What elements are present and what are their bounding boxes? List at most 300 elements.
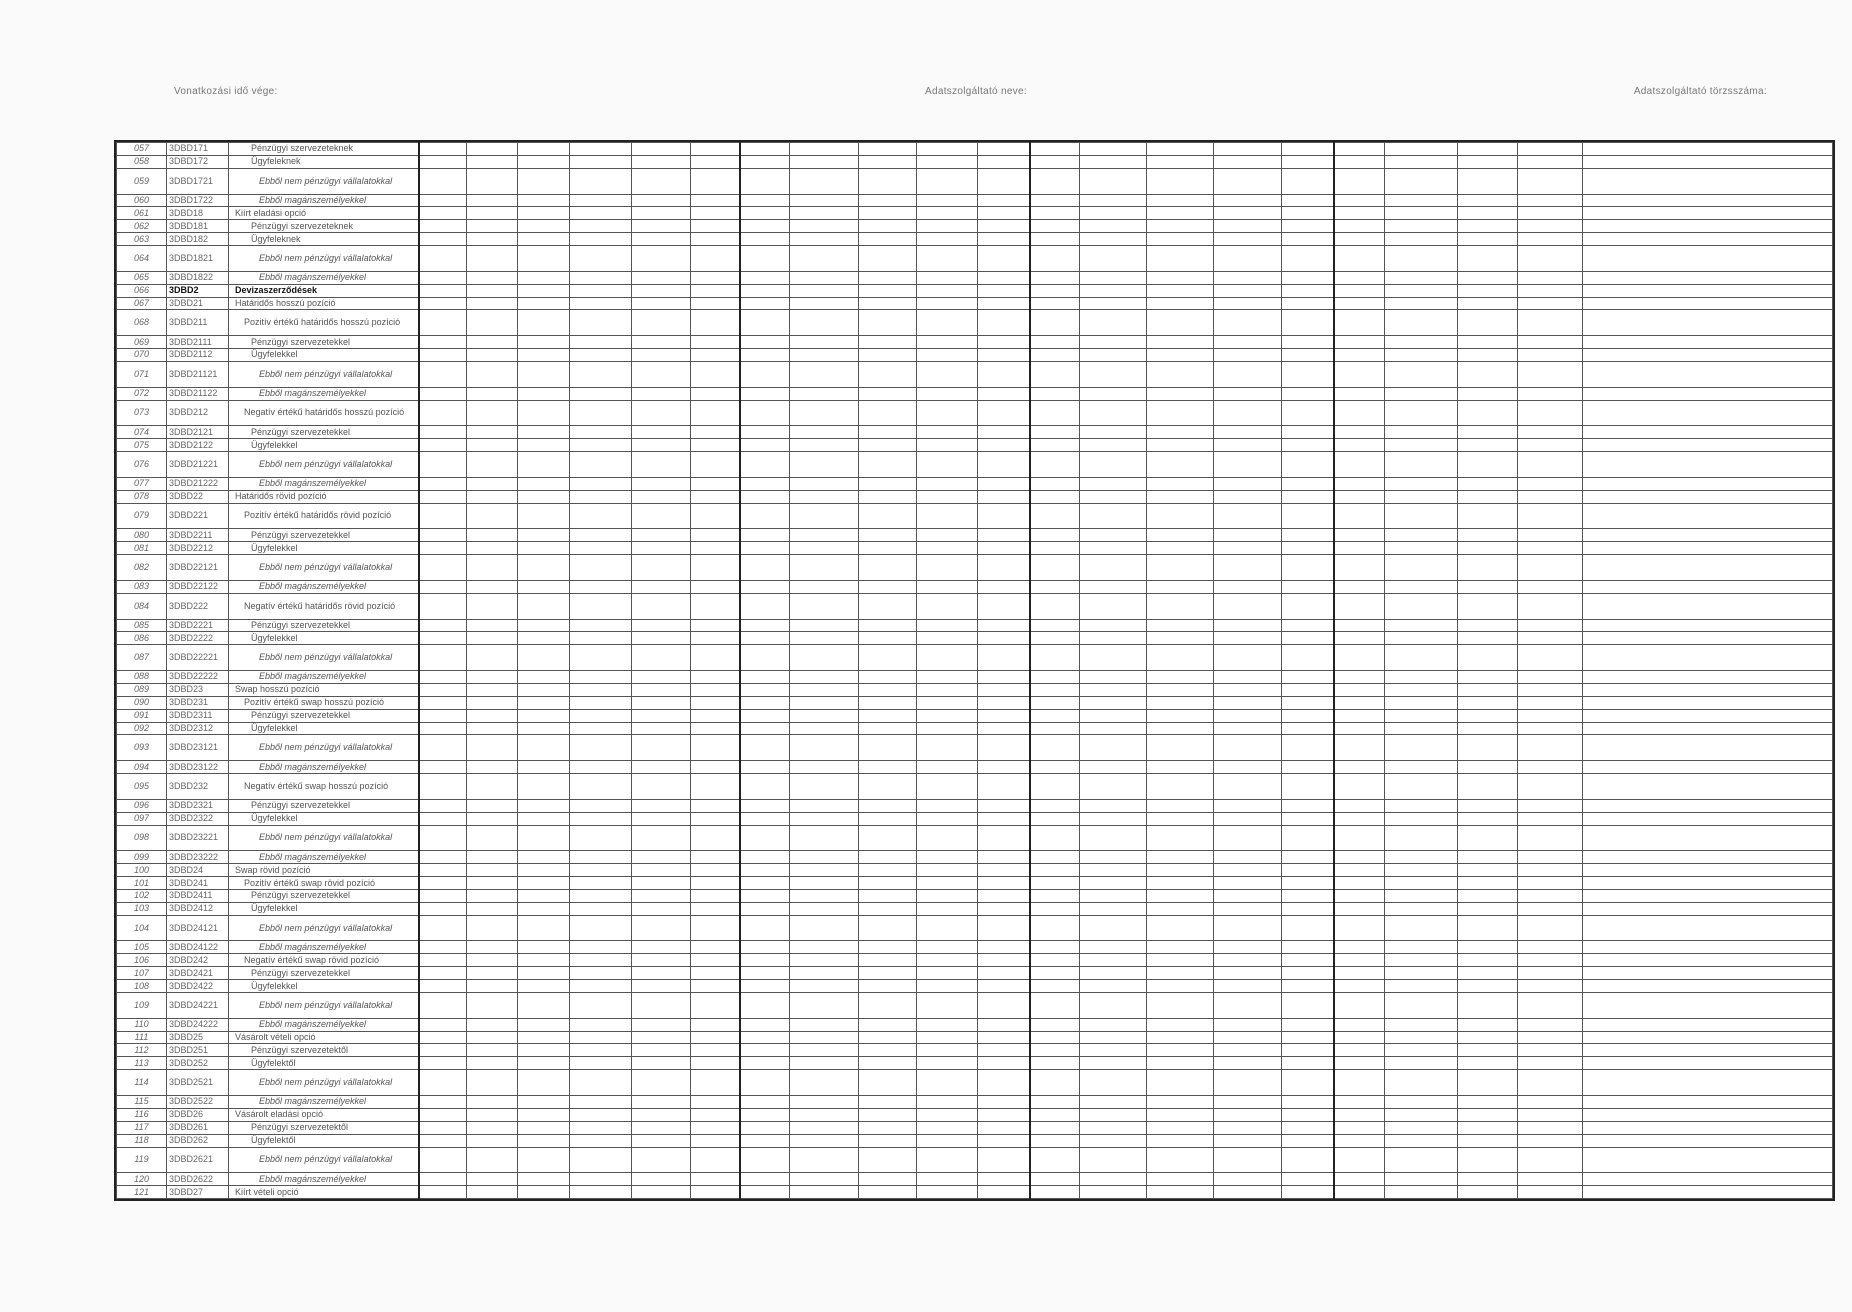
value-cell[interactable]	[1080, 529, 1147, 542]
value-cell[interactable]	[1214, 1147, 1282, 1173]
value-cell[interactable]	[570, 1134, 632, 1147]
value-cell[interactable]	[1147, 902, 1214, 915]
value-cell[interactable]	[419, 1121, 467, 1134]
value-cell[interactable]	[691, 1096, 740, 1109]
value-cell[interactable]	[1282, 889, 1334, 902]
value-cell[interactable]	[419, 271, 467, 284]
value-cell[interactable]	[570, 1096, 632, 1109]
value-cell[interactable]	[917, 143, 978, 156]
value-cell[interactable]	[1147, 735, 1214, 761]
value-cell[interactable]	[1458, 683, 1518, 696]
value-cell[interactable]	[978, 774, 1030, 800]
value-cell[interactable]	[518, 207, 570, 220]
value-cell[interactable]	[1583, 542, 1833, 555]
value-cell[interactable]	[1518, 864, 1583, 877]
value-cell[interactable]	[790, 619, 859, 632]
value-cell[interactable]	[632, 722, 691, 735]
value-cell[interactable]	[859, 1044, 917, 1057]
value-cell[interactable]	[790, 954, 859, 967]
value-cell[interactable]	[1282, 980, 1334, 993]
value-cell[interactable]	[859, 671, 917, 684]
value-cell[interactable]	[740, 671, 790, 684]
value-cell[interactable]	[1030, 400, 1080, 426]
value-cell[interactable]	[1518, 593, 1583, 619]
value-cell[interactable]	[1518, 671, 1583, 684]
value-cell[interactable]	[740, 490, 790, 503]
value-cell[interactable]	[467, 774, 518, 800]
value-cell[interactable]	[632, 1134, 691, 1147]
value-cell[interactable]	[1282, 1108, 1334, 1121]
value-cell[interactable]	[790, 246, 859, 272]
value-cell[interactable]	[632, 1031, 691, 1044]
value-cell[interactable]	[1030, 1018, 1080, 1031]
value-cell[interactable]	[518, 310, 570, 336]
value-cell[interactable]	[1518, 683, 1583, 696]
value-cell[interactable]	[570, 1186, 632, 1199]
value-cell[interactable]	[1458, 143, 1518, 156]
value-cell[interactable]	[570, 1044, 632, 1057]
value-cell[interactable]	[570, 361, 632, 387]
value-cell[interactable]	[859, 967, 917, 980]
value-cell[interactable]	[1282, 1173, 1334, 1186]
value-cell[interactable]	[1458, 233, 1518, 246]
value-cell[interactable]	[518, 889, 570, 902]
value-cell[interactable]	[790, 477, 859, 490]
value-cell[interactable]	[740, 619, 790, 632]
value-cell[interactable]	[419, 954, 467, 967]
value-cell[interactable]	[1080, 992, 1147, 1018]
value-cell[interactable]	[632, 902, 691, 915]
value-cell[interactable]	[1030, 207, 1080, 220]
value-cell[interactable]	[1385, 284, 1458, 297]
value-cell[interactable]	[1147, 297, 1214, 310]
value-cell[interactable]	[419, 645, 467, 671]
value-cell[interactable]	[1147, 194, 1214, 207]
value-cell[interactable]	[570, 954, 632, 967]
value-cell[interactable]	[790, 143, 859, 156]
value-cell[interactable]	[917, 645, 978, 671]
value-cell[interactable]	[1334, 246, 1385, 272]
value-cell[interactable]	[1080, 851, 1147, 864]
value-cell[interactable]	[917, 1173, 978, 1186]
value-cell[interactable]	[859, 529, 917, 542]
value-cell[interactable]	[691, 387, 740, 400]
value-cell[interactable]	[978, 1134, 1030, 1147]
value-cell[interactable]	[1458, 336, 1518, 349]
value-cell[interactable]	[1583, 812, 1833, 825]
value-cell[interactable]	[917, 542, 978, 555]
value-cell[interactable]	[1030, 387, 1080, 400]
value-cell[interactable]	[740, 529, 790, 542]
value-cell[interactable]	[1214, 1096, 1282, 1109]
value-cell[interactable]	[1214, 439, 1282, 452]
value-cell[interactable]	[1458, 902, 1518, 915]
value-cell[interactable]	[518, 387, 570, 400]
value-cell[interactable]	[632, 774, 691, 800]
value-cell[interactable]	[859, 825, 917, 851]
value-cell[interactable]	[632, 645, 691, 671]
value-cell[interactable]	[1030, 1186, 1080, 1199]
value-cell[interactable]	[518, 1070, 570, 1096]
value-cell[interactable]	[1080, 696, 1147, 709]
value-cell[interactable]	[1282, 143, 1334, 156]
value-cell[interactable]	[978, 980, 1030, 993]
value-cell[interactable]	[1334, 645, 1385, 671]
value-cell[interactable]	[740, 1018, 790, 1031]
value-cell[interactable]	[691, 452, 740, 478]
value-cell[interactable]	[790, 967, 859, 980]
value-cell[interactable]	[518, 709, 570, 722]
value-cell[interactable]	[740, 915, 790, 941]
value-cell[interactable]	[518, 1018, 570, 1031]
value-cell[interactable]	[1147, 696, 1214, 709]
value-cell[interactable]	[1518, 361, 1583, 387]
value-cell[interactable]	[1385, 477, 1458, 490]
value-cell[interactable]	[1282, 709, 1334, 722]
value-cell[interactable]	[1214, 1121, 1282, 1134]
value-cell[interactable]	[1583, 722, 1833, 735]
value-cell[interactable]	[859, 889, 917, 902]
value-cell[interactable]	[1334, 439, 1385, 452]
value-cell[interactable]	[570, 542, 632, 555]
value-cell[interactable]	[1458, 1134, 1518, 1147]
value-cell[interactable]	[1214, 941, 1282, 954]
value-cell[interactable]	[570, 799, 632, 812]
value-cell[interactable]	[632, 1186, 691, 1199]
value-cell[interactable]	[790, 387, 859, 400]
value-cell[interactable]	[1030, 954, 1080, 967]
value-cell[interactable]	[978, 722, 1030, 735]
value-cell[interactable]	[1583, 683, 1833, 696]
value-cell[interactable]	[691, 194, 740, 207]
value-cell[interactable]	[570, 980, 632, 993]
value-cell[interactable]	[790, 902, 859, 915]
value-cell[interactable]	[691, 1044, 740, 1057]
value-cell[interactable]	[1147, 143, 1214, 156]
value-cell[interactable]	[632, 1173, 691, 1186]
value-cell[interactable]	[691, 1031, 740, 1044]
value-cell[interactable]	[1030, 619, 1080, 632]
value-cell[interactable]	[518, 1147, 570, 1173]
value-cell[interactable]	[1334, 1108, 1385, 1121]
value-cell[interactable]	[467, 619, 518, 632]
value-cell[interactable]	[740, 400, 790, 426]
value-cell[interactable]	[419, 877, 467, 890]
value-cell[interactable]	[467, 1186, 518, 1199]
value-cell[interactable]	[518, 696, 570, 709]
value-cell[interactable]	[691, 696, 740, 709]
value-cell[interactable]	[1282, 1070, 1334, 1096]
value-cell[interactable]	[1518, 349, 1583, 362]
value-cell[interactable]	[1030, 1096, 1080, 1109]
value-cell[interactable]	[1518, 555, 1583, 581]
value-cell[interactable]	[419, 632, 467, 645]
value-cell[interactable]	[1458, 941, 1518, 954]
value-cell[interactable]	[518, 864, 570, 877]
value-cell[interactable]	[1282, 1096, 1334, 1109]
value-cell[interactable]	[1458, 619, 1518, 632]
value-cell[interactable]	[1385, 851, 1458, 864]
value-cell[interactable]	[570, 168, 632, 194]
value-cell[interactable]	[978, 246, 1030, 272]
value-cell[interactable]	[1030, 297, 1080, 310]
value-cell[interactable]	[1458, 400, 1518, 426]
value-cell[interactable]	[917, 825, 978, 851]
value-cell[interactable]	[518, 220, 570, 233]
value-cell[interactable]	[1282, 207, 1334, 220]
value-cell[interactable]	[1282, 683, 1334, 696]
value-cell[interactable]	[859, 915, 917, 941]
value-cell[interactable]	[859, 361, 917, 387]
value-cell[interactable]	[1030, 168, 1080, 194]
value-cell[interactable]	[1458, 851, 1518, 864]
value-cell[interactable]	[740, 1134, 790, 1147]
value-cell[interactable]	[790, 336, 859, 349]
value-cell[interactable]	[917, 992, 978, 1018]
value-cell[interactable]	[518, 555, 570, 581]
value-cell[interactable]	[1458, 1044, 1518, 1057]
value-cell[interactable]	[1080, 761, 1147, 774]
value-cell[interactable]	[1518, 967, 1583, 980]
value-cell[interactable]	[740, 735, 790, 761]
value-cell[interactable]	[1080, 490, 1147, 503]
value-cell[interactable]	[978, 1018, 1030, 1031]
value-cell[interactable]	[691, 1173, 740, 1186]
value-cell[interactable]	[691, 1057, 740, 1070]
value-cell[interactable]	[632, 271, 691, 284]
value-cell[interactable]	[1147, 1186, 1214, 1199]
value-cell[interactable]	[467, 349, 518, 362]
value-cell[interactable]	[518, 297, 570, 310]
value-cell[interactable]	[632, 194, 691, 207]
value-cell[interactable]	[978, 271, 1030, 284]
value-cell[interactable]	[790, 542, 859, 555]
value-cell[interactable]	[1030, 671, 1080, 684]
value-cell[interactable]	[1147, 593, 1214, 619]
value-cell[interactable]	[1334, 155, 1385, 168]
value-cell[interactable]	[467, 207, 518, 220]
value-cell[interactable]	[1583, 632, 1833, 645]
value-cell[interactable]	[1518, 1186, 1583, 1199]
value-cell[interactable]	[1385, 632, 1458, 645]
value-cell[interactable]	[790, 284, 859, 297]
value-cell[interactable]	[859, 1173, 917, 1186]
value-cell[interactable]	[419, 902, 467, 915]
value-cell[interactable]	[632, 555, 691, 581]
value-cell[interactable]	[1214, 297, 1282, 310]
value-cell[interactable]	[467, 980, 518, 993]
value-cell[interactable]	[1147, 671, 1214, 684]
value-cell[interactable]	[1080, 349, 1147, 362]
value-cell[interactable]	[632, 220, 691, 233]
value-cell[interactable]	[1080, 168, 1147, 194]
value-cell[interactable]	[917, 361, 978, 387]
value-cell[interactable]	[1214, 580, 1282, 593]
value-cell[interactable]	[1458, 774, 1518, 800]
value-cell[interactable]	[1518, 709, 1583, 722]
value-cell[interactable]	[632, 387, 691, 400]
value-cell[interactable]	[467, 1108, 518, 1121]
value-cell[interactable]	[570, 490, 632, 503]
value-cell[interactable]	[1385, 426, 1458, 439]
value-cell[interactable]	[1080, 825, 1147, 851]
value-cell[interactable]	[1030, 683, 1080, 696]
value-cell[interactable]	[1385, 967, 1458, 980]
value-cell[interactable]	[1080, 452, 1147, 478]
value-cell[interactable]	[467, 400, 518, 426]
value-cell[interactable]	[632, 439, 691, 452]
value-cell[interactable]	[1518, 1044, 1583, 1057]
value-cell[interactable]	[978, 310, 1030, 336]
value-cell[interactable]	[691, 1018, 740, 1031]
value-cell[interactable]	[632, 336, 691, 349]
value-cell[interactable]	[570, 1147, 632, 1173]
value-cell[interactable]	[790, 761, 859, 774]
value-cell[interactable]	[518, 155, 570, 168]
value-cell[interactable]	[1030, 1134, 1080, 1147]
value-cell[interactable]	[467, 1096, 518, 1109]
value-cell[interactable]	[1282, 619, 1334, 632]
value-cell[interactable]	[1334, 426, 1385, 439]
value-cell[interactable]	[790, 735, 859, 761]
value-cell[interactable]	[518, 400, 570, 426]
value-cell[interactable]	[1334, 1018, 1385, 1031]
value-cell[interactable]	[1214, 503, 1282, 529]
value-cell[interactable]	[1214, 1186, 1282, 1199]
value-cell[interactable]	[691, 889, 740, 902]
value-cell[interactable]	[1030, 477, 1080, 490]
value-cell[interactable]	[1334, 954, 1385, 967]
value-cell[interactable]	[1282, 168, 1334, 194]
value-cell[interactable]	[518, 361, 570, 387]
value-cell[interactable]	[632, 683, 691, 696]
value-cell[interactable]	[1583, 1070, 1833, 1096]
value-cell[interactable]	[1080, 980, 1147, 993]
value-cell[interactable]	[978, 1108, 1030, 1121]
value-cell[interactable]	[1030, 812, 1080, 825]
value-cell[interactable]	[1282, 1147, 1334, 1173]
value-cell[interactable]	[740, 207, 790, 220]
value-cell[interactable]	[1583, 220, 1833, 233]
value-cell[interactable]	[1518, 503, 1583, 529]
value-cell[interactable]	[1030, 194, 1080, 207]
value-cell[interactable]	[632, 426, 691, 439]
value-cell[interactable]	[740, 387, 790, 400]
value-cell[interactable]	[917, 271, 978, 284]
value-cell[interactable]	[632, 233, 691, 246]
value-cell[interactable]	[518, 1057, 570, 1070]
value-cell[interactable]	[419, 490, 467, 503]
value-cell[interactable]	[1518, 220, 1583, 233]
value-cell[interactable]	[790, 941, 859, 954]
value-cell[interactable]	[790, 233, 859, 246]
value-cell[interactable]	[1147, 1057, 1214, 1070]
value-cell[interactable]	[740, 812, 790, 825]
value-cell[interactable]	[1334, 851, 1385, 864]
value-cell[interactable]	[859, 1070, 917, 1096]
value-cell[interactable]	[978, 580, 1030, 593]
value-cell[interactable]	[859, 246, 917, 272]
value-cell[interactable]	[1080, 671, 1147, 684]
value-cell[interactable]	[740, 1057, 790, 1070]
value-cell[interactable]	[1334, 761, 1385, 774]
value-cell[interactable]	[1518, 194, 1583, 207]
value-cell[interactable]	[1282, 580, 1334, 593]
value-cell[interactable]	[1147, 709, 1214, 722]
value-cell[interactable]	[1518, 877, 1583, 890]
value-cell[interactable]	[740, 271, 790, 284]
value-cell[interactable]	[570, 915, 632, 941]
value-cell[interactable]	[859, 336, 917, 349]
value-cell[interactable]	[419, 1044, 467, 1057]
value-cell[interactable]	[632, 889, 691, 902]
value-cell[interactable]	[570, 1018, 632, 1031]
value-cell[interactable]	[419, 529, 467, 542]
value-cell[interactable]	[1080, 555, 1147, 581]
value-cell[interactable]	[570, 1070, 632, 1096]
value-cell[interactable]	[1583, 735, 1833, 761]
value-cell[interactable]	[632, 1147, 691, 1173]
value-cell[interactable]	[1518, 632, 1583, 645]
value-cell[interactable]	[740, 1070, 790, 1096]
value-cell[interactable]	[740, 851, 790, 864]
value-cell[interactable]	[691, 349, 740, 362]
value-cell[interactable]	[1583, 400, 1833, 426]
value-cell[interactable]	[1080, 361, 1147, 387]
value-cell[interactable]	[978, 902, 1030, 915]
value-cell[interactable]	[978, 1186, 1030, 1199]
value-cell[interactable]	[419, 297, 467, 310]
value-cell[interactable]	[1385, 1108, 1458, 1121]
value-cell[interactable]	[1214, 877, 1282, 890]
value-cell[interactable]	[1583, 696, 1833, 709]
value-cell[interactable]	[1214, 593, 1282, 619]
value-cell[interactable]	[1385, 696, 1458, 709]
value-cell[interactable]	[570, 1031, 632, 1044]
value-cell[interactable]	[1385, 555, 1458, 581]
value-cell[interactable]	[1080, 194, 1147, 207]
value-cell[interactable]	[859, 387, 917, 400]
value-cell[interactable]	[518, 877, 570, 890]
value-cell[interactable]	[740, 361, 790, 387]
value-cell[interactable]	[1334, 774, 1385, 800]
value-cell[interactable]	[1030, 529, 1080, 542]
value-cell[interactable]	[419, 310, 467, 336]
value-cell[interactable]	[570, 155, 632, 168]
value-cell[interactable]	[467, 902, 518, 915]
value-cell[interactable]	[1334, 349, 1385, 362]
value-cell[interactable]	[1458, 992, 1518, 1018]
value-cell[interactable]	[1147, 967, 1214, 980]
value-cell[interactable]	[1030, 851, 1080, 864]
value-cell[interactable]	[632, 864, 691, 877]
value-cell[interactable]	[859, 1096, 917, 1109]
value-cell[interactable]	[691, 220, 740, 233]
value-cell[interactable]	[1385, 774, 1458, 800]
value-cell[interactable]	[1458, 915, 1518, 941]
value-cell[interactable]	[570, 246, 632, 272]
value-cell[interactable]	[570, 683, 632, 696]
value-cell[interactable]	[1282, 452, 1334, 478]
value-cell[interactable]	[1147, 1147, 1214, 1173]
value-cell[interactable]	[1334, 683, 1385, 696]
value-cell[interactable]	[419, 671, 467, 684]
value-cell[interactable]	[1518, 297, 1583, 310]
value-cell[interactable]	[570, 877, 632, 890]
value-cell[interactable]	[1147, 1108, 1214, 1121]
value-cell[interactable]	[1334, 297, 1385, 310]
value-cell[interactable]	[978, 709, 1030, 722]
